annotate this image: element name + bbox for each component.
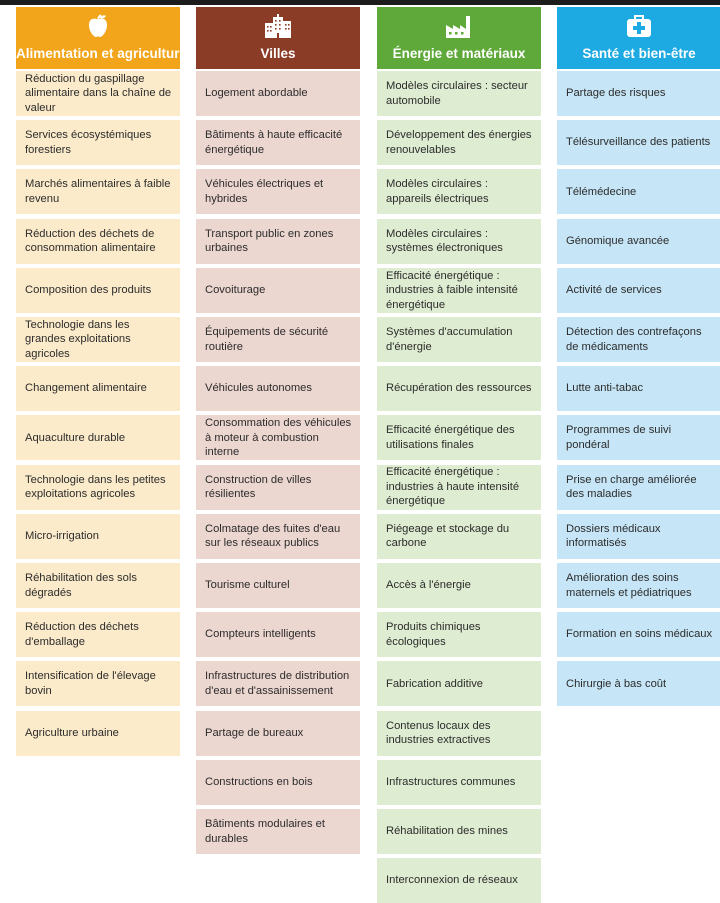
list-item: Systèmes d'accumulation d'énergie	[377, 317, 541, 362]
list-item: Équipements de sécurité routière	[196, 317, 360, 362]
list-item: Efficacité énergétique : industries à haute intensité énergétique	[377, 465, 541, 510]
list-item: Télésurveillance des patients	[557, 120, 720, 165]
list-item: Accès à l'énergie	[377, 563, 541, 608]
list-item: Amélioration des soins maternels et pédiatriques	[557, 563, 720, 608]
list-item: Composition des produits	[16, 268, 180, 313]
list-item: Dossiers médicaux informatisés	[557, 514, 720, 559]
list-item: Infrastructures de distribution d'eau et d'assainissement	[196, 661, 360, 706]
list-item: Technologie dans les grandes exploitations agricoles	[16, 317, 180, 362]
column-header	[16, 7, 188, 69]
list-item: Bâtiments à haute efficacité énergétique	[196, 120, 360, 165]
list-item: Modèles circulaires : systèmes électroniques	[377, 219, 541, 264]
list-item: Constructions en bois	[196, 760, 360, 805]
list-item: Bâtiments modulaires et durables	[196, 809, 360, 854]
column-cities	[196, 7, 360, 845]
medical-kit-icon	[557, 14, 720, 38]
column-title: Santé et bien-être	[582, 46, 696, 61]
list-item: Micro-irrigation	[16, 514, 180, 559]
list-item: Produits chimiques écologiques	[377, 612, 541, 657]
list-item: Prise en charge améliorée des maladies	[557, 465, 720, 510]
list-item: Réhabilitation des mines	[377, 809, 541, 854]
list-item: Programmes de suivi pondéral	[557, 415, 720, 460]
list-item: Modèles circulaires : appareils électriques	[377, 169, 541, 214]
list-item: Covoiturage	[196, 268, 360, 313]
list-item: Véhicules autonomes	[196, 366, 360, 411]
factory-icon	[377, 14, 541, 38]
list-item: Consommation des véhicules à moteur à combustion interne	[196, 415, 360, 460]
list-item: Réhabilitation des sols dégradés	[16, 563, 180, 608]
list-item: Agriculture urbaine	[16, 711, 180, 756]
list-item: Services écosystémiques forestiers	[16, 120, 180, 165]
list-item: Partage des risques	[557, 71, 720, 116]
column-header	[377, 7, 541, 69]
list-item: Aquaculture durable	[16, 415, 180, 460]
list-item: Activité de services	[557, 268, 720, 313]
list-item: Chirurgie à bas coût	[557, 661, 720, 706]
list-item: Logement abordable	[196, 71, 360, 116]
column-title: Énergie et matériaux	[392, 46, 526, 61]
list-item: Efficacité énergétique des utilisations finales	[377, 415, 541, 460]
list-item: Détection des contrefaçons de médicaments	[557, 317, 720, 362]
city-buildings-icon	[196, 14, 360, 38]
list-item: Développement des énergies renouvelables	[377, 120, 541, 165]
list-item: Interconnexion de réseaux	[377, 858, 541, 903]
list-item: Intensification de l'élevage bovin	[16, 661, 180, 706]
list-item: Technologie dans les petites exploitations agricoles	[16, 465, 180, 510]
column-title: Villes	[260, 46, 296, 61]
list-item: Tourisme culturel	[196, 563, 360, 608]
list-item: Construction de villes résilientes	[196, 465, 360, 510]
top-border	[0, 0, 720, 5]
column-header	[196, 7, 360, 69]
list-item: Partage de bureaux	[196, 711, 360, 756]
list-item: Lutte anti-tabac	[557, 366, 720, 411]
apple-icon	[16, 14, 180, 38]
list-item: Modèles circulaires : secteur automobile	[377, 71, 541, 116]
column-health-wellbeing	[557, 7, 720, 690]
list-item: Piégeage et stockage du carbone	[377, 514, 541, 559]
list-item: Réduction du gaspillage alimentaire dans la chaîne de valeur	[16, 71, 180, 116]
column-food-agriculture	[16, 7, 188, 739]
column-title: Alimentation et agriculture	[16, 46, 188, 61]
list-item: Changement alimentaire	[16, 366, 180, 411]
list-item: Compteurs intelligents	[196, 612, 360, 657]
column-energy-materials	[377, 7, 541, 887]
list-item: Marchés alimentaires à faible revenu	[16, 169, 180, 214]
list-item: Formation en soins médicaux	[557, 612, 720, 657]
list-item: Réduction des déchets de consommation alimentaire	[16, 219, 180, 264]
list-item: Colmatage des fuites d'eau sur les réseaux publics	[196, 514, 360, 559]
list-item: Récupération des ressources	[377, 366, 541, 411]
list-item: Génomique avancée	[557, 219, 720, 264]
list-item: Réduction des déchets d'emballage	[16, 612, 180, 657]
list-item: Infrastructures communes	[377, 760, 541, 805]
list-item: Contenus locaux des industries extractives	[377, 711, 541, 756]
list-item: Véhicules électriques et hybrides	[196, 169, 360, 214]
column-header	[557, 7, 720, 69]
list-item: Transport public en zones urbaines	[196, 219, 360, 264]
list-item: Efficacité énergétique : industries à faible intensité énergétique	[377, 268, 541, 313]
list-item: Fabrication additive	[377, 661, 541, 706]
list-item: Télémédecine	[557, 169, 720, 214]
